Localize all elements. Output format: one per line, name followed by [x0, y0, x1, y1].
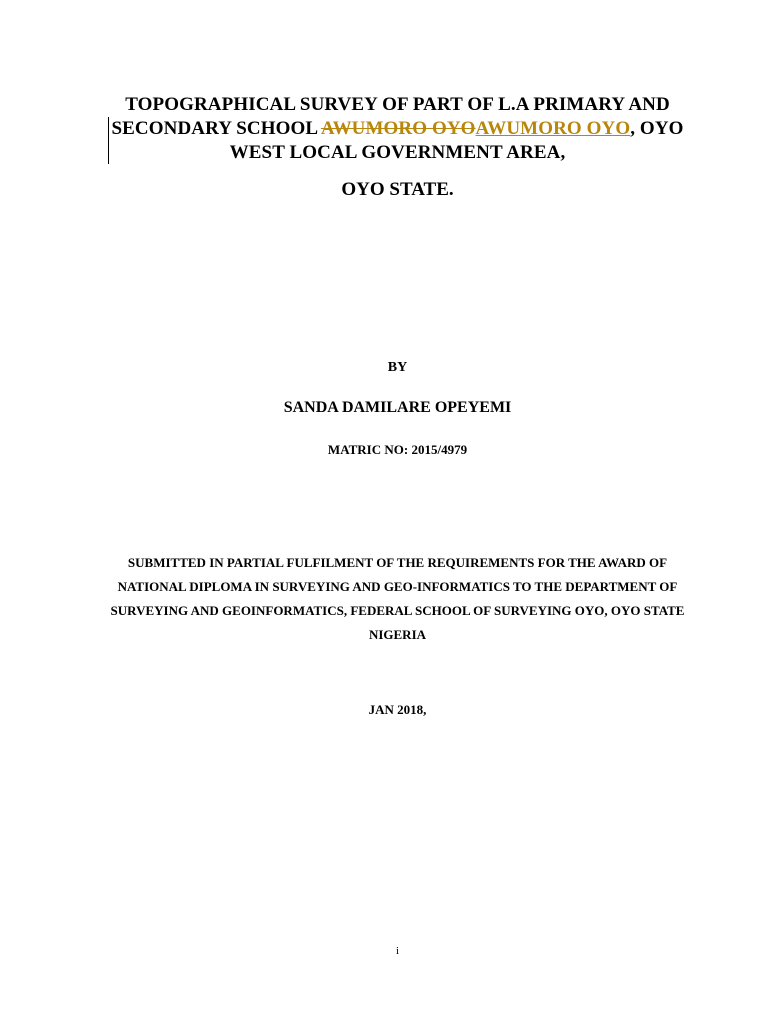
by-label: BY: [387, 360, 408, 375]
tracked-deletion: AWUMORO OYO: [320, 118, 476, 139]
matric-number: MATRIC NO: 2015/4979: [327, 442, 468, 457]
tracked-insertion: AWUMORO OYO: [475, 118, 631, 139]
submission-statement: SUBMITTED IN PARTIAL FULFILMENT OF THE REQUIREMENTS FOR THE AWARD OF NATIONAL DIPLOMA IN SURVEYING AND GEO-INFORMATICS TO THE DEPARTMENT OF SURVEYING AND GEOINFORMATICS, FEDERAL SCHOOL OF SURVEYING OYO, OYO STATE NIGERIA: [110, 555, 685, 642]
author-name: SANDA DAMILARE OPEYEMI: [283, 399, 512, 416]
title-text-part2: , OYO WEST LOCAL GOVERNMENT AREA,: [229, 118, 684, 163]
title-state-line: OYO STATE.: [341, 179, 454, 200]
document-title: [90, 93, 705, 165]
page-number: i: [395, 945, 400, 957]
title-text-part1: TOPOGRAPHICAL SURVEY OF PART OF L.A PRIMARY AND SECONDARY SCHOOL: [111, 94, 670, 139]
submission-date: JAN 2018,: [368, 702, 427, 717]
